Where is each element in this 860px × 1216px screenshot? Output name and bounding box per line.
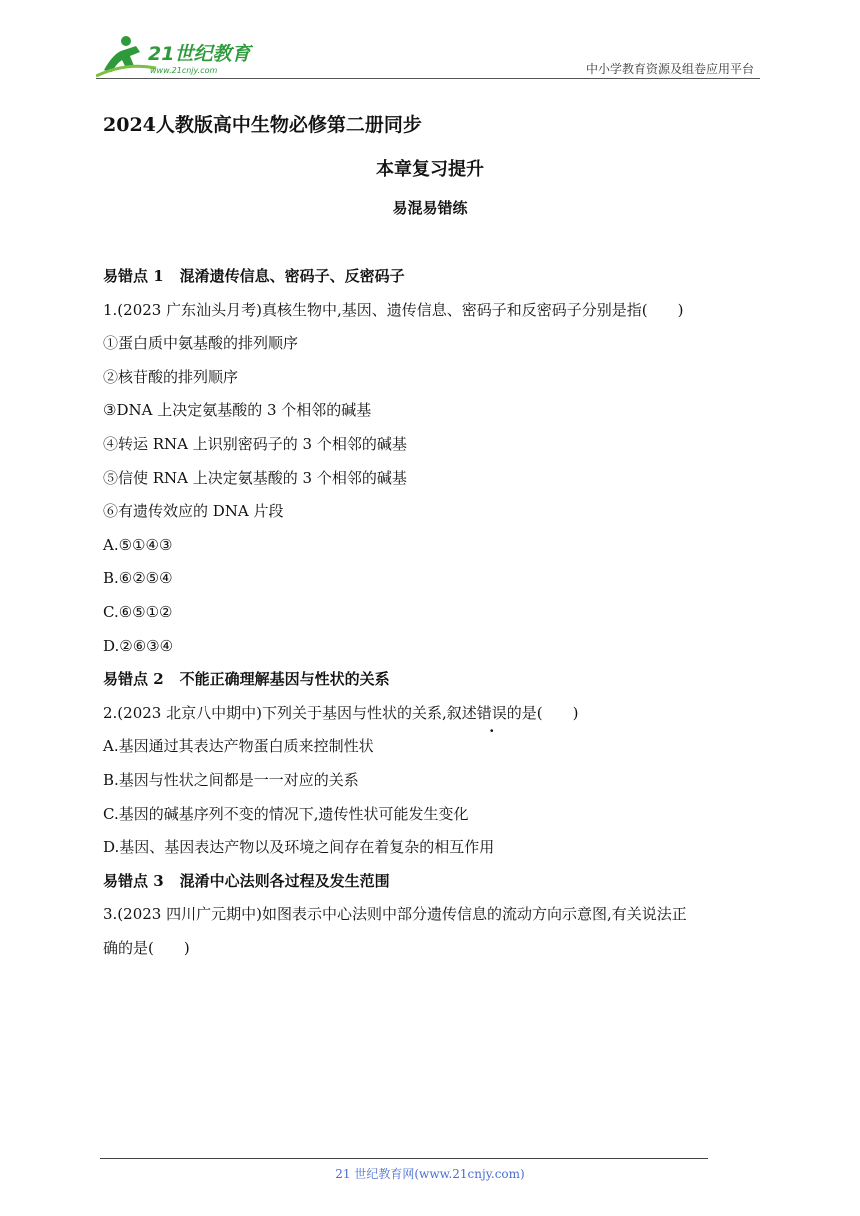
question-stem — [103, 697, 773, 731]
logo-text: 21世纪教育 — [148, 43, 251, 65]
error-point-title: 不能正确理解基因与性状的关系 — [179, 670, 390, 689]
error-point-title: 混淆遗传信息、密码子、反密码子 — [179, 267, 405, 285]
emphasis-word: 错误 — [476, 703, 507, 722]
statement-item: ②核苷酸的排列顺序 — [103, 367, 239, 386]
answer-option: A.⑤①④③ — [103, 535, 173, 554]
footer-divider — [100, 1158, 708, 1159]
header-divider — [96, 78, 760, 79]
footer-link[interactable]: 21 世纪教育网(www.21cnjy.com) — [335, 1167, 525, 1181]
question-suffix: 的是( ) — [506, 703, 579, 722]
error-point-heading — [103, 865, 773, 899]
error-point-heading — [103, 663, 773, 697]
logo — [96, 32, 266, 78]
answer-option: B.基因与性状之间都是一一对应的关系 — [103, 770, 359, 789]
question-stem: 1.(2023 广东汕头月考)真核生物中,基因、遗传信息、密码子和反密码子分别是指( ) — [103, 300, 684, 319]
error-point-label: 易错点 2 — [103, 670, 164, 689]
answer-option: B.⑥②⑤④ — [103, 569, 173, 588]
answer-option: D.②⑥③④ — [103, 636, 174, 655]
error-point-label: 易错点 3 — [103, 871, 164, 890]
error-point-label: 易错点 1 — [103, 267, 164, 285]
statement-item: ③DNA 上决定氨基酸的 3 个相邻的碱基 — [103, 401, 372, 420]
section-title: 易混易错练 — [392, 199, 468, 217]
runner-logo-icon — [96, 32, 266, 78]
answer-option: C.⑥⑤①② — [103, 602, 173, 621]
answer-option: A.基因通过其表达产物蛋白质来控制性状 — [103, 737, 374, 756]
error-point-heading — [103, 260, 773, 294]
statement-item: ⑤信使 RNA 上决定氨基酸的 3 个相邻的碱基 — [103, 468, 407, 487]
question-prefix: 2.(2023 北京八中期中)下列关于基因与性状的关系,叙述 — [103, 703, 477, 722]
statement-item: ①蛋白质中氨基酸的排列顺序 — [103, 334, 299, 353]
question-stem: 3.(2023 四川广元期中)如图表示中心法则中部分遗传信息的流动方向示意图,有关说法正 — [103, 905, 687, 924]
question-stem-continued: 确的是( ) — [103, 938, 190, 957]
error-point-title: 混淆中心法则各过程及发生范围 — [179, 871, 390, 890]
platform-tagline: 中小学教育资源及组卷应用平台 — [585, 62, 754, 76]
answer-option: C.基因的碱基序列不变的情况下,遗传性状可能发生变化 — [103, 804, 469, 823]
statement-item: ⑥有遗传效应的 DNA 片段 — [103, 502, 284, 521]
document-title: 2024人教版高中生物必修第二册同步 — [103, 114, 422, 136]
statement-item: ④转运 RNA 上识别密码子的 3 个相邻的碱基 — [103, 434, 407, 453]
exercise-content — [103, 260, 773, 965]
page-header — [96, 32, 760, 78]
logo-url: www.21cnjy.com — [150, 66, 218, 75]
chapter-title: 本章复习提升 — [376, 159, 484, 180]
answer-option: D.基因、基因表达产物以及环境之间存在着复杂的相互作用 — [103, 838, 495, 857]
